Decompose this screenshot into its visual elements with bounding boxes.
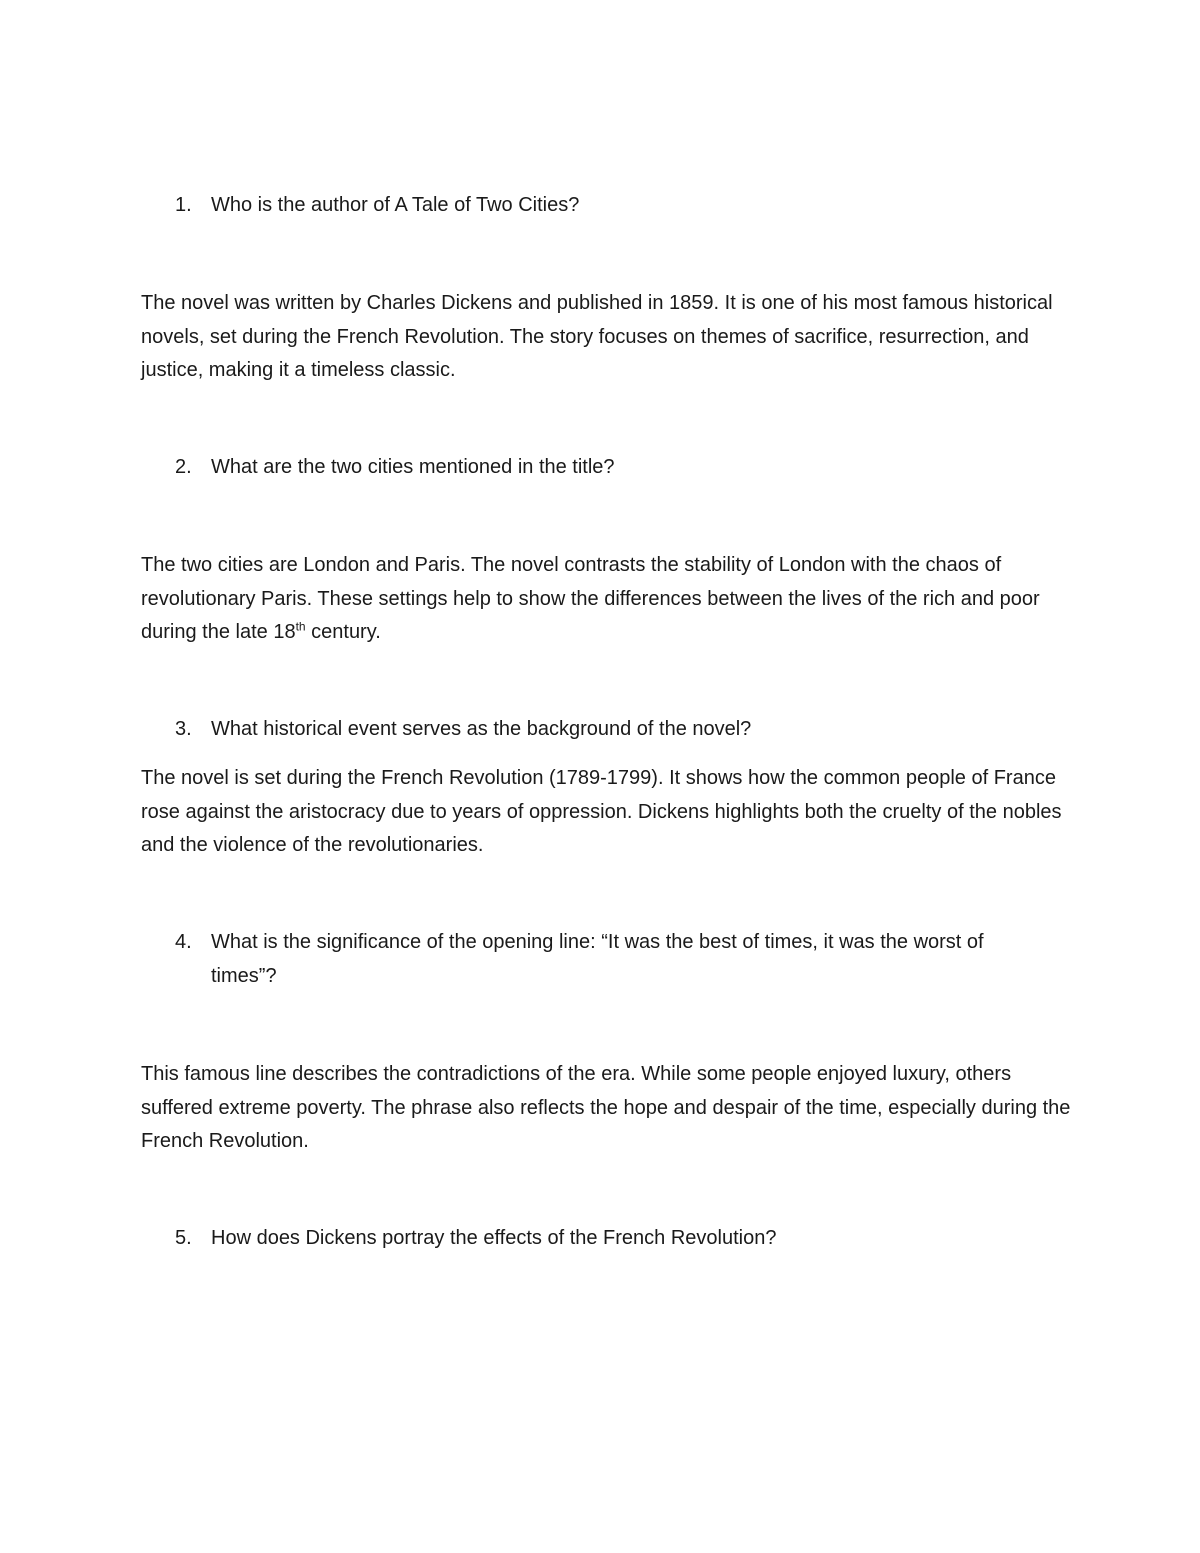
question-text: What are the two cities mentioned in the title? xyxy=(211,456,615,478)
question-text: How does Dickens portray the effects of the French Revolution? xyxy=(211,1227,777,1249)
question-2 xyxy=(175,451,1041,485)
question-number: 1. xyxy=(175,194,192,216)
question-text: What historical event serves as the background of the novel? xyxy=(211,718,752,740)
answer-4: This famous line describes the contradictions of the era. While some people enjoyed luxury, others suffered extreme poverty. The phrase also reflects the hope and despair of the time, especially during the French Revolution. xyxy=(141,1063,1071,1152)
question-text: Who is the author of A Tale of Two Cities? xyxy=(211,194,580,216)
answer-text: The two cities are London and Paris. The novel contrasts the stability of London with the chaos of revolutionary Paris. These settings help to show the differences between the lives of the rich and poor during the late 18 xyxy=(141,554,1040,643)
answer-text-end: century. xyxy=(305,621,381,643)
question-1 xyxy=(175,189,1041,223)
question-number: 5. xyxy=(175,1227,192,1249)
question-number: 3. xyxy=(175,718,192,740)
answer-3: The novel is set during the French Revolution (1789-1799). It shows how the common people of France rose against the aristocracy due to years of oppression. Dickens highlights both the cruelty of the nobles and the violence of the revolutionaries. xyxy=(141,767,1062,856)
question-number: 2. xyxy=(175,456,192,478)
question-number: 4. xyxy=(175,931,192,953)
answer-1: The novel was written by Charles Dickens and published in 1859. It is one of his most famous historical novels, set during the French Revolution. The story focuses on themes of sacrifice, resurrection, and justice, making it a timeless classic. xyxy=(141,292,1053,381)
answer-2 xyxy=(141,549,1071,650)
question-3 xyxy=(175,713,1041,747)
question-text: What is the significance of the opening line: “It was the best of times, it was the worst of times”? xyxy=(211,931,984,987)
ordinal-suffix: th xyxy=(295,619,306,634)
question-4 xyxy=(175,926,1041,993)
question-5 xyxy=(175,1222,1041,1256)
